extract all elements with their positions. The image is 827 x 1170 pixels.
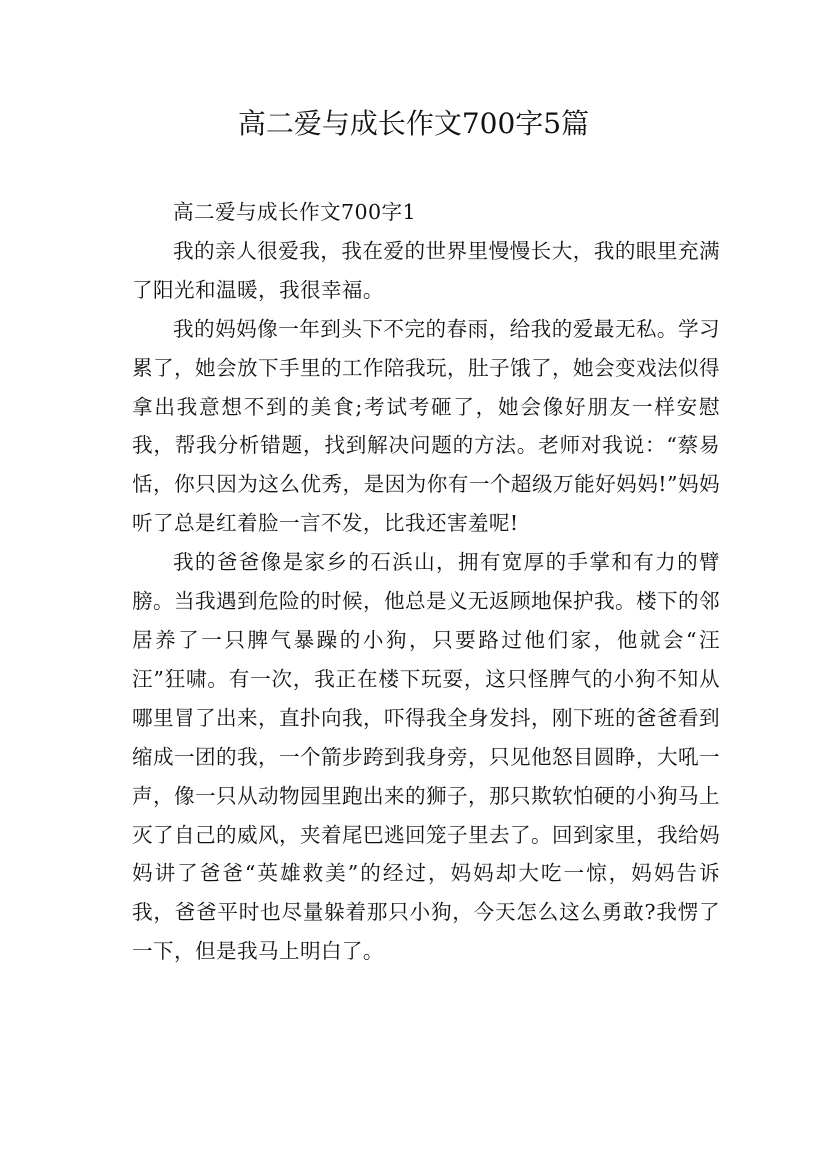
document-title: 高二爱与成长作文700字5篇: [237, 107, 590, 140]
paragraph-1: 我的亲人很爱我，我在爱的世界里慢慢长大，我的眼里充满了阳光和温暖，我很幸福。: [132, 238, 720, 302]
essay-subtitle: 高二爱与成长作文700字1: [173, 200, 416, 224]
paragraph-3: 我的爸爸像是家乡的石浜山，拥有宽厚的手掌和有力的臂膀。当我遇到危险的时候，他总是义无返顾地保护我。楼下的邻居养了一只脾气暴躁的小狗，只要路过他们家，他就会“汪汪”狂啸。有一次，我正在楼下玩耍，这只怪脾气的小狗不知从哪里冒了出来，直扑向我，吓得我全身发抖，刚下班的爸爸看到缩成一团的我，一个箭步跨到我身旁，只见他怒目圆睁，大吼一声，像一只从动物园里跑出来的狮子，那只欺软怕硬的小狗马上灭了自己的威风，夹着尾巴逃回笼子里去了。回到家里，我给妈妈讲了爸爸“英雄救美”的经过，妈妈却大吃一惊，妈妈告诉我，爸爸平时也尽量躲着那只小狗，今天怎么这么勇敢?我愣了一下，但是我马上明白了。: [132, 550, 720, 964]
paragraph-2: 我的妈妈像一年到头下不完的春雨，给我的爱最无私。学习累了，她会放下手里的工作陪我玩，肚子饿了，她会变戏法似得拿出我意想不到的美食;考试考砸了，她会像好朋友一样安慰我，帮我分析错题，找到解决问题的方法。老师对我说：“蔡易恬，你只因为这么优秀，是因为你有一个超级万能好妈妈!”妈妈听了总是红着脸一言不发，比我还害羞呢!: [132, 316, 720, 536]
document-body: [132, 193, 720, 971]
